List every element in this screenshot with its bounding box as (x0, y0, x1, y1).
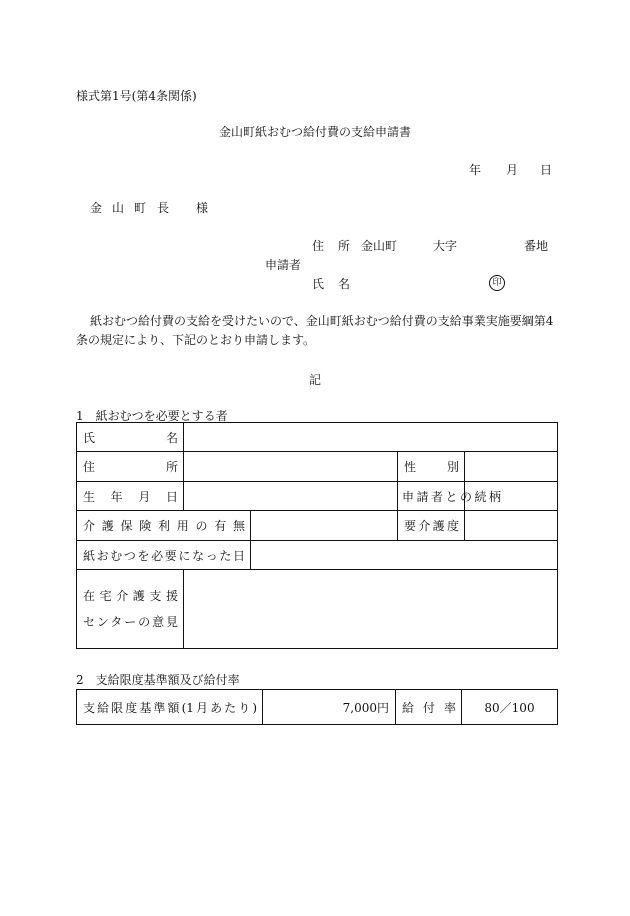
opinion-label-2: センターの意見 (83, 615, 178, 629)
insurance-label: 介護保険利用の有無 (83, 519, 245, 533)
addressee-1: 金 (90, 201, 103, 215)
care-level-value-cell[interactable] (465, 511, 558, 541)
body-line-1: 紙おむつ給付費の支給を受けたいので、金山町紙おむつ給付費の支給事業実施要綱第4 (90, 314, 554, 328)
relation-label: 申請者との続柄 (402, 489, 501, 504)
sex-label: 性別 (404, 460, 459, 474)
need-date-value-cell[interactable] (251, 541, 558, 570)
address-town: 金山町 (361, 239, 398, 253)
name-label: 氏名 (83, 430, 178, 445)
section1-heading: 1 紙おむつを必要とする者 (76, 409, 228, 423)
address-label-1: 住 (312, 239, 325, 253)
ki-heading: 記 (308, 373, 321, 387)
address-oaza: 大字 (433, 239, 458, 253)
address-label: 住所 (83, 460, 178, 474)
row-limit (77, 690, 558, 725)
row-opinion (77, 570, 558, 649)
sex-value-cell[interactable] (465, 452, 558, 482)
care-level-label-cell (398, 511, 465, 541)
row-address (77, 452, 558, 482)
sex-label-cell (398, 452, 465, 482)
name-label-cell (77, 423, 184, 452)
name-value-cell[interactable] (184, 423, 558, 452)
row-dob (77, 482, 558, 511)
row-name (77, 423, 558, 452)
opinion-value-cell[interactable] (184, 570, 558, 649)
opinion-label-1: 在宅介護支援 (83, 589, 178, 603)
address-banchi: 番地 (524, 239, 549, 253)
name-label-1: 氏 (312, 277, 325, 291)
address-value-cell[interactable] (184, 452, 398, 482)
address-label-2: 所 (338, 239, 351, 253)
document-title: 金山町紙おむつ給付費の支給申請書 (218, 125, 411, 139)
rate-value: 80／100 (462, 690, 558, 725)
opinion-label-cell (77, 570, 184, 649)
form-number: 様式第1号(第4条関係) (76, 89, 197, 103)
date-day: 日 (540, 163, 553, 177)
address-label-cell (77, 452, 184, 482)
insurance-label-cell (77, 511, 251, 541)
seal-mark (489, 274, 505, 291)
insurance-value-cell[interactable] (251, 511, 398, 541)
row-insurance (77, 511, 558, 541)
applicant-label: 申請者 (265, 258, 302, 272)
dob-label-cell (77, 482, 184, 511)
limit-value: 7,000円 (263, 690, 396, 725)
limit-label-cell (77, 690, 263, 725)
rate-label-cell (396, 690, 462, 725)
section2-table (76, 689, 558, 725)
dob-label: 生年月日 (83, 489, 178, 504)
rate-label: 給付率 (402, 700, 456, 715)
addressee-honorific: 様 (196, 201, 209, 215)
addressee-4: 長 (157, 201, 170, 215)
relation-label-cell (398, 482, 501, 511)
addressee-3: 町 (134, 201, 147, 215)
date-year: 年 (469, 163, 482, 177)
care-level-label: 要介護度 (404, 519, 459, 533)
limit-label: 支給限度基準額(1月あたり) (83, 700, 257, 715)
dob-value-cell[interactable] (184, 482, 398, 511)
section1-table (76, 422, 558, 649)
need-date-label-cell (77, 541, 251, 570)
row-need-date (77, 541, 558, 570)
seal-text: 印 (489, 275, 505, 291)
section2-heading: 2 支給限度基準額及び給付率 (76, 673, 240, 687)
name-label-2: 名 (338, 277, 351, 291)
date-month: 月 (506, 163, 519, 177)
body-line-2: 条の規定により、下記のとおり申請します。 (76, 333, 316, 347)
need-date-label: 紙おむつを必要になった日 (83, 548, 245, 563)
addressee-2: 山 (112, 201, 125, 215)
